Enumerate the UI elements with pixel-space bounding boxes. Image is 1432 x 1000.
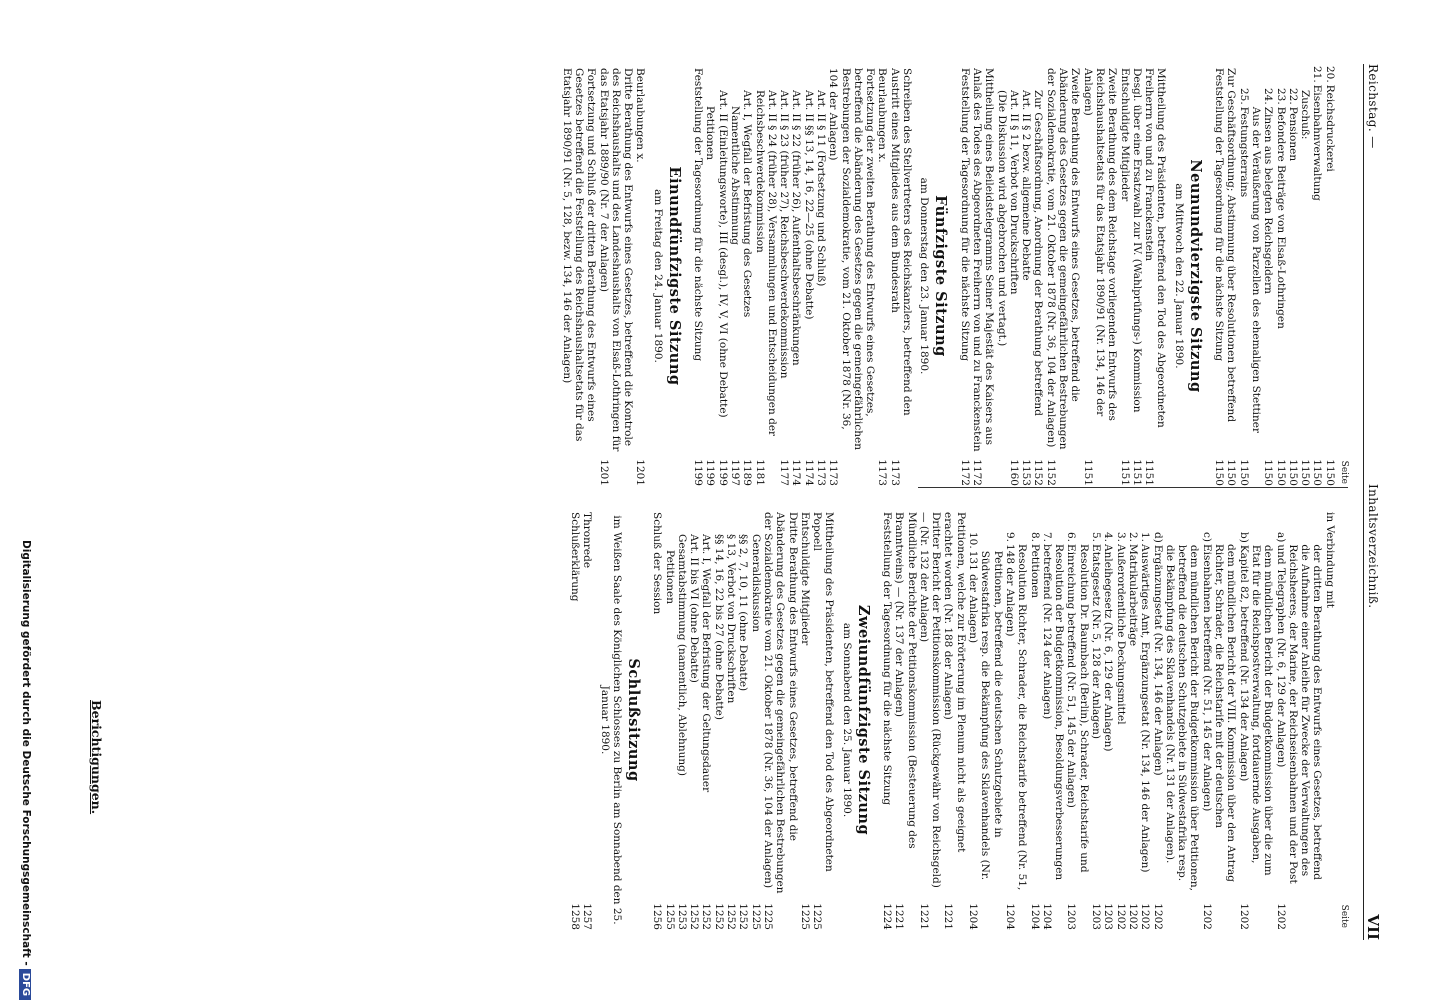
entry-page: 1252 xyxy=(725,903,738,930)
session-date: am Freitag den 24. Januar 1890. xyxy=(651,189,664,363)
entry-number: 22. xyxy=(1286,88,1299,105)
entry-text: Resolution Dr. Baumbach (Berlin), Schrader, Reichstarife und Einreichung betreffend (Nr. 51, 145 der Anlagen) xyxy=(1065,544,1090,873)
entry-text: Art. II § 22 (früher 26), Aufenthaltsbeschränkungen xyxy=(790,90,803,366)
toc-entry xyxy=(762,510,799,930)
toc-entry xyxy=(737,510,749,930)
left-column xyxy=(560,66,1350,486)
toc-entry xyxy=(1065,510,1090,930)
toc-entry xyxy=(790,66,802,486)
toc-entry xyxy=(1102,510,1114,930)
entry-text: Mündliche Berichte der Petitionskommission (Besteuerung des Branntweins) — (Nr. 137 der Anlagen) xyxy=(893,512,918,849)
entry-text: Art. II § 11, Verbot von Druckschriften xyxy=(1007,90,1020,295)
entry-page: 1151 xyxy=(1081,459,1094,486)
entry-number: 3. xyxy=(1114,532,1127,543)
entry-page: 1177 xyxy=(778,459,791,486)
toc-entry xyxy=(1041,510,1066,930)
session-heading: Schlußsitzung xyxy=(624,658,642,782)
toc-entry xyxy=(1262,66,1274,486)
entry-page: 1151 xyxy=(1143,459,1156,486)
toc-entry xyxy=(893,510,918,930)
entry-page: 1150 xyxy=(1274,459,1287,486)
toc-entry xyxy=(676,510,688,930)
toc-entry xyxy=(753,66,778,486)
entry-page: 1204 xyxy=(967,903,980,930)
entry-page: 1172 xyxy=(958,459,971,486)
entry-text: Befondere Beiträge von Elsaß-Lothringen xyxy=(1274,106,1287,329)
entry-text: Gesamtabstimmung (namentlich, Ablehnung) xyxy=(675,534,688,776)
entry-text: Außerordentliche Deckungsmittel xyxy=(1114,544,1127,725)
entry-page: 1202 xyxy=(1151,903,1164,930)
entry-text: Petitionen, welche zur Erörterung im Plenum nicht als geeignet erachtet worden (Nr. 188 der Anlagen) xyxy=(942,512,967,853)
toc-entry xyxy=(1323,66,1335,486)
entry-text: dem mündlichen Bericht der Budgetkommission über die zum Etat für die Reichspostverwaltung, fortdauernde Ausgaben, Kapitel 82, betreffend (Nr. 134 der Anlagen) xyxy=(1237,544,1275,876)
toc-entry xyxy=(688,510,700,930)
entry-page: 1150 xyxy=(1286,459,1299,486)
header-title: Inhaltsverzeichniß. xyxy=(1366,484,1381,609)
entry-text: in Verbindung mit xyxy=(1323,512,1336,608)
toc-entry xyxy=(692,66,704,486)
entry-number: 9. xyxy=(1003,532,1016,543)
entry-text: Art. II § 2 bezw. allgemeine Debatte xyxy=(1020,90,1033,281)
toc-entry xyxy=(651,510,663,930)
entry-page: 1173 xyxy=(888,459,901,486)
entry-text: Namentliche Abstimmung xyxy=(728,106,741,245)
entry-number: b) xyxy=(1237,532,1250,543)
toc-entry xyxy=(569,510,581,930)
entry-page: 1202 xyxy=(1237,903,1250,930)
entry-text: Aus der Veräußerung von Parzellen des ehemaligen Stettiner Festungsterrains xyxy=(1237,106,1262,434)
toc-entry xyxy=(958,66,970,486)
entry-text: Zur Geschäftsordnung; Abstimmung über Resolutionen betreffend xyxy=(1225,68,1238,423)
entry-number: d) xyxy=(1151,532,1164,543)
dfg-logo: DFG xyxy=(19,969,31,1000)
left-entry-list xyxy=(560,66,1335,486)
entry-text: Resolution Richter, Schrader, die Reichstarife betreffend (Nr. 51, 148 der Anlagen) xyxy=(1003,544,1029,891)
toc-entry xyxy=(971,66,996,486)
toc-entry xyxy=(1225,66,1237,486)
entry-page: 1225 xyxy=(811,903,824,930)
entry-text: Fortsetzung der zweiten Berathung des Entwurfs eines Gesetzes, betreffend die Abänderung des Gesetzes gegen die gemeingefährlichen Bestrebungen der Sozialdemokratie, vom 21. Oktober 1878 (Nr. 36, 104 der Anlagen) xyxy=(827,68,877,450)
entry-text: dem mündlichen Bericht der VIII. Kommission über den Antrag Richter, Schrader, die Reichstarife mit der deutschen Eisenbahnen betreffend (Nr. 51, 145 der Anlagen) xyxy=(1200,543,1238,882)
entry-page: 1204 xyxy=(1040,903,1053,930)
toc-entry xyxy=(712,510,724,930)
toc-entry xyxy=(1028,510,1040,930)
toc-entry xyxy=(1044,66,1081,486)
toc-entry xyxy=(1118,66,1130,486)
entry-text: Entschuldigte Mitglieder xyxy=(798,512,811,646)
entry-text: Dritter Bericht der Petitionskommission (Rückgewähr von Reichsgeld) — (Nr. 132 der Anlagen) xyxy=(917,512,943,888)
column-divider xyxy=(918,487,1348,488)
entry-number: 7. xyxy=(1040,532,1053,543)
toc-entry xyxy=(815,66,827,486)
entry-number: 23. xyxy=(1274,88,1287,105)
entry-number: 21. xyxy=(1311,66,1324,83)
toc-entry xyxy=(663,510,675,930)
entry-text: Feststellung der Tagesordnung für die nächste Sitzung xyxy=(958,68,971,362)
toc-entry xyxy=(1200,510,1237,930)
toc-entry xyxy=(811,510,836,930)
session-date: am Sonnabend den 25. Januar 1890. xyxy=(840,622,853,818)
toc-entry xyxy=(827,66,876,486)
entry-page: 1150 xyxy=(1237,459,1250,486)
entry-page: 1224 xyxy=(881,903,894,930)
toc-entry xyxy=(1131,66,1143,486)
entry-text: der dritten Berathung des Entwurfs eines Gesetzes, betreffend die Aufnahme einer Anleihe für Zwecke der Verwaltungen des Reichsheeres, der Marine, der Reichseisenbahnen und der Post und Telegraphen (Nr. 6, 129 der Anlagen) xyxy=(1274,544,1324,884)
toc-entry xyxy=(1237,66,1262,486)
entry-page: 1173 xyxy=(876,459,889,486)
entry-text: Reichsdruckerei xyxy=(1323,84,1336,172)
entry-page: 1252 xyxy=(712,903,725,930)
entry-page: 1174 xyxy=(790,459,803,486)
toc-entry xyxy=(802,66,814,486)
toc-entry xyxy=(1213,66,1225,486)
entry-text: Beurlaubungen x. xyxy=(634,68,647,163)
toc-entry xyxy=(995,66,1007,486)
toc-entry xyxy=(704,66,716,486)
toc-entry xyxy=(1114,510,1126,930)
entry-number: 5. xyxy=(1090,532,1103,543)
entry-page: 1201 xyxy=(634,459,647,486)
entry-text: Generaldiskussion xyxy=(749,534,762,633)
toc-entry xyxy=(560,66,597,486)
session-date: am Mittwoch den 22. Januar 1890. xyxy=(1172,183,1185,369)
toc-entry xyxy=(918,510,943,930)
toc-entry xyxy=(597,66,634,486)
toc-entry xyxy=(1081,66,1118,486)
entry-text: Mittheilung eines Beileidstelegramms Seiner Majestät des Kaisers aus Anlaß des Todes des Abgeordneten Freiherrn von und zu Franckenstein xyxy=(970,68,996,452)
toc-entry xyxy=(700,510,712,930)
entry-text: Petitionen xyxy=(663,550,676,605)
toc-entry xyxy=(967,510,1004,930)
entry-page: 1151 xyxy=(1118,459,1131,486)
entry-page: 1199 xyxy=(716,459,729,486)
entry-number: 25. xyxy=(1237,88,1250,105)
entry-page: 1202 xyxy=(1274,903,1287,930)
toc-entry xyxy=(716,66,728,486)
entry-number: 20. xyxy=(1323,66,1336,83)
entry-text: Beurlaubungen x. xyxy=(876,68,889,163)
page-number-roman: VII xyxy=(1364,914,1383,940)
entry-page: 1252 xyxy=(737,903,750,930)
entry-text: Anleihegesetz (Nr. 6, 129 der Anlagen) xyxy=(1102,544,1115,752)
entry-page: 1255 xyxy=(663,903,676,930)
toc-entry xyxy=(1287,66,1299,486)
entry-page: 1204 xyxy=(1003,903,1016,930)
entry-page: 1252 xyxy=(688,903,701,930)
entry-text: Auswärtiges Amt, Ergänzungsetat (Nr. 134, 146 der Anlagen) xyxy=(1139,544,1152,873)
entry-text: dem mündlichen Bericht der Budgetkommission über Petitionen, betreffend die deutschen Schutzgebiete in Südwestafrika resp. die Bekämpfung des Sklavenhandels (Nr. 131 der Anlagen). Ergänzungsetat (Nr. 134, 146 der Anlagen) xyxy=(1151,544,1201,892)
entry-text: Art. II bis VI (ohne Debatte) xyxy=(688,534,701,683)
entry-text: Art. II § 23 (früher 27), Reichsbeschwerdekommission xyxy=(778,90,791,379)
toc-entry xyxy=(1151,510,1200,930)
entry-page: 1203 xyxy=(1065,903,1078,930)
header-left: Reichstag. — xyxy=(1366,64,1381,149)
toc-entry xyxy=(889,66,914,486)
entry-page: 1253 xyxy=(675,903,688,930)
toc-entry xyxy=(1299,66,1311,486)
entry-number: a) xyxy=(1274,532,1287,543)
entry-text: Art. I, Wegfall der Befristung des Gesetzes xyxy=(741,90,754,318)
entry-text: Feststellung der Tagesordnung für die nächste Sitzung xyxy=(1213,68,1226,362)
entry-text: Art. I, Wegfall der Befristung der Geltungsdauer xyxy=(700,534,713,793)
entry-page: 1189 xyxy=(741,459,754,486)
entry-page: 1203 xyxy=(1102,903,1115,930)
entry-number: 2. xyxy=(1126,532,1139,543)
entry-page: 1150 xyxy=(1225,459,1238,486)
toc-entry xyxy=(778,66,790,486)
entry-page: 1201 xyxy=(597,459,610,486)
corrections-heading: Berichtigungen. xyxy=(89,700,104,815)
toc-entry xyxy=(1323,510,1335,930)
entry-page: 1199 xyxy=(704,459,717,486)
entry-text: Entschuldigte Mitglieder xyxy=(1118,68,1131,202)
entry-text: Desgl. über eine Ersatzwahl zur IV. (Wahlprüfungs-) Kommission xyxy=(1130,68,1143,413)
entry-text: Matrikularbeiträge xyxy=(1126,544,1139,647)
entry-page: 1203 xyxy=(1090,903,1103,930)
entry-text: Petitionen, betreffend die deutschen Schutzgebiete in Südwestafrika resp. die Bekämpfung des Sklavenhandels (Nr. 131 der Anlagen) xyxy=(967,550,1004,881)
entry-page: 1153 xyxy=(1020,459,1033,486)
entry-text: Schluß der Session xyxy=(651,512,664,615)
toc-entry xyxy=(741,66,753,486)
entry-page: 1172 xyxy=(970,459,983,486)
entry-text: (Die Diskussion wird abgebrochen und vertagt.) xyxy=(995,90,1008,347)
entry-text: Mittheilung des Präsidenten, betreffend den Tod des Abgeordneten Popoell xyxy=(811,512,836,872)
entry-page: 1173 xyxy=(827,459,840,486)
entry-text: Resolution der Budgetkommission, Besoldungsverbesserungen betreffend (Nr. 124 der Anlagen) xyxy=(1040,544,1066,881)
entry-page: 1150 xyxy=(1262,459,1275,486)
entry-text: Etatsgesetz (Nr. 5, 128 der Anlagen) xyxy=(1090,544,1103,740)
entry-page: 1150 xyxy=(1299,459,1312,486)
entry-number: 6. xyxy=(1065,532,1078,543)
entry-text: §§ 14, 16, 22 bis 27 (ohne Debatte) xyxy=(712,534,725,720)
toc-entry xyxy=(725,510,737,930)
entry-number: 10. xyxy=(967,532,980,549)
toc-entry xyxy=(799,510,811,930)
toc-entry xyxy=(1311,66,1323,486)
toc-entry xyxy=(1237,510,1274,930)
seite-label: Seite xyxy=(1339,460,1349,484)
session-heading: Zweiundfünfzigste Sitzung xyxy=(854,604,872,836)
footer-text: Digitalisierung gefördert durch die Deutsche Forschungsgemeinschaft - xyxy=(20,540,32,966)
toc-entry xyxy=(1139,510,1151,930)
entry-text: Fortsetzung und Schluß der dritten Berathung des Entwurfs eines Gesetzes betreffend die Feststellung des Reichshaushaltsetats für das Etatsjahr 1890/91 (Nr. 5, 128, bezw. 134, 146 der Anlagen) xyxy=(560,68,598,442)
toc-entry xyxy=(1127,510,1139,930)
entry-text: Thronrede xyxy=(581,512,594,569)
entry-page: 1225 xyxy=(798,903,811,930)
session-heading: Fünfzigste Sitzung xyxy=(932,195,950,357)
toc-entry xyxy=(1004,510,1029,930)
entry-number: 8. xyxy=(1028,532,1041,543)
entry-page: 1202 xyxy=(1114,903,1127,930)
entry-text: Art. II (Einleitungsworte), III (desgl.), IV, V, VI (ohne Debatte) xyxy=(716,90,729,418)
entry-text: Zweite Berathung des dem Reichstage vorliegenden Entwurfs des Reichshaushaltsetats für das Etatsjahr 1890/91 (Nr. 134, 146 der Anlagen) xyxy=(1081,68,1119,421)
entry-page: 1202 xyxy=(1126,903,1139,930)
funding-footer xyxy=(19,540,32,1000)
entry-text: § 13, Verbot von Druckschriften xyxy=(725,534,738,704)
entry-text: Petitionen xyxy=(1028,544,1041,599)
entry-text: §§ 2, 7, 10, 11 (ohne Debatte) xyxy=(737,534,750,692)
entry-text: Pensionen xyxy=(1286,106,1299,162)
entry-page: 1258 xyxy=(569,903,582,930)
entry-page: 1150 xyxy=(1311,459,1324,486)
entry-page: 1174 xyxy=(802,459,815,486)
entry-number: 1. xyxy=(1139,532,1152,543)
entry-page: 1150 xyxy=(1323,459,1336,486)
toc-entry xyxy=(749,510,761,930)
entry-text: Schreiben des Stellvertreters des Reichskanzlers, betreffend den Austritt eines Mitgliedes aus dem Bundesrath xyxy=(888,68,914,416)
toc-entry xyxy=(634,66,646,486)
entry-text: Art. II § 24 (früher 28), Versammlungen und Entscheidungen der Reichsbeschwerdekommission xyxy=(753,90,778,437)
toc-entry xyxy=(881,510,893,930)
entry-text: Zweite Berathung des Entwurfs eines Gesetzes, betreffend die Abänderung des Gesetzes gegen die gemeingefährlichen Bestrebungen der Sozialdemokratie, vom 21. Oktober 1878 (Nr. 36, 104 der Anlagen) xyxy=(1044,68,1082,450)
entry-page: 1252 xyxy=(700,903,713,930)
entry-page: 1151 xyxy=(1130,459,1143,486)
entry-page: 1150 xyxy=(1213,459,1226,486)
toc-entry xyxy=(1020,66,1032,486)
right-entry-list xyxy=(569,510,1336,930)
running-header xyxy=(1363,64,1386,940)
entry-number: c) xyxy=(1200,532,1213,542)
entry-page: 1221 xyxy=(893,903,906,930)
entry-page: 1173 xyxy=(815,459,828,486)
toc-entry xyxy=(1274,510,1323,930)
entry-page: 1225 xyxy=(761,903,774,930)
entry-text: Zuschuß: xyxy=(1299,90,1312,140)
entry-text: Dritte Berathung des Entwurfs eines Gesetzes, betreffend die Kontrole des Reichshaushalts und des Landeshaushalts von Elsaß-Lothringen für das Etatsjahr 1889/90 (Nr. 7 der Anlagen) xyxy=(597,68,635,452)
toc-entry xyxy=(581,510,593,930)
entry-text: Feststellung der Tagesordnung für die nächste Sitzung xyxy=(692,68,705,362)
toc-entry xyxy=(1032,66,1044,486)
entry-text: Art. II § 11 (Fortsetzung und Schluß) xyxy=(815,90,828,287)
entry-number: 24. xyxy=(1262,88,1275,105)
entry-number: 4. xyxy=(1102,532,1115,543)
entry-page: 1199 xyxy=(692,459,705,486)
entry-page: 1256 xyxy=(651,903,664,930)
toc-entry xyxy=(1274,66,1286,486)
entry-page: 1202 xyxy=(1139,903,1152,930)
entry-page: 1204 xyxy=(1028,903,1041,930)
entry-page: 1221 xyxy=(942,903,955,930)
toc-entry xyxy=(729,66,741,486)
entry-page: 1257 xyxy=(581,903,594,930)
entry-text: Eisenbahnverwaltung xyxy=(1311,84,1324,201)
session-date: am Donnerstag den 23. Januar 1890. xyxy=(918,177,931,375)
entry-page: 1152 xyxy=(1044,459,1057,486)
toc-entry xyxy=(1008,66,1020,486)
entry-text: Schlußerklärung xyxy=(569,512,582,602)
session-heading: Einundfünfzigste Sitzung xyxy=(665,166,683,386)
entry-text: Petitionen xyxy=(704,106,717,161)
entry-text: Zinsen aus belegten Reichsgeldern xyxy=(1262,106,1275,294)
entry-text: Feststellung der Tagesordnung für die nächste Sitzung xyxy=(881,512,894,806)
toc-entry xyxy=(1143,66,1168,486)
session-heading: Neunundvierzigste Sitzung xyxy=(1186,159,1204,393)
entry-page: 1221 xyxy=(917,903,930,930)
entry-text: Zur Geschäftsordnung, Anordnung der Berathung betreffend xyxy=(1032,90,1045,416)
entry-page: 1152 xyxy=(1032,459,1045,486)
toc-entry xyxy=(1090,510,1102,930)
entry-page: 1202 xyxy=(1200,903,1213,930)
entry-page: 1197 xyxy=(728,459,741,486)
entry-page: 1181 xyxy=(753,459,766,486)
entry-page: 1225 xyxy=(749,903,762,930)
seite-label: Seite xyxy=(1339,904,1349,928)
entry-text: Dritte Berathung des Entwurfs eines Gesetzes, betreffend die Abänderung des Gesetzes gegen die gemeingefährlichen Bestrebungen der Sozialdemokratie vom 21. Oktober 1878 (Nr. 36, 104 der Anlagen) xyxy=(761,512,799,894)
toc-entry xyxy=(876,66,888,486)
right-column xyxy=(569,510,1350,930)
entry-text: Art. II §§ 13, 14, 16, 22—25 (ohne Debatte) xyxy=(802,90,815,320)
toc-entry xyxy=(942,510,967,930)
entry-page: 1160 xyxy=(1007,459,1020,486)
session-date: im Weißen Saale des Königlichen Schlosses zu Berlin am Sonnabend den 25. Januar 1890. xyxy=(598,515,623,925)
entry-text: Mittheilung des Präsidenten, betreffend den Tod des Abgeordneten Freiherrn von und zu Franckenstein xyxy=(1143,68,1168,428)
